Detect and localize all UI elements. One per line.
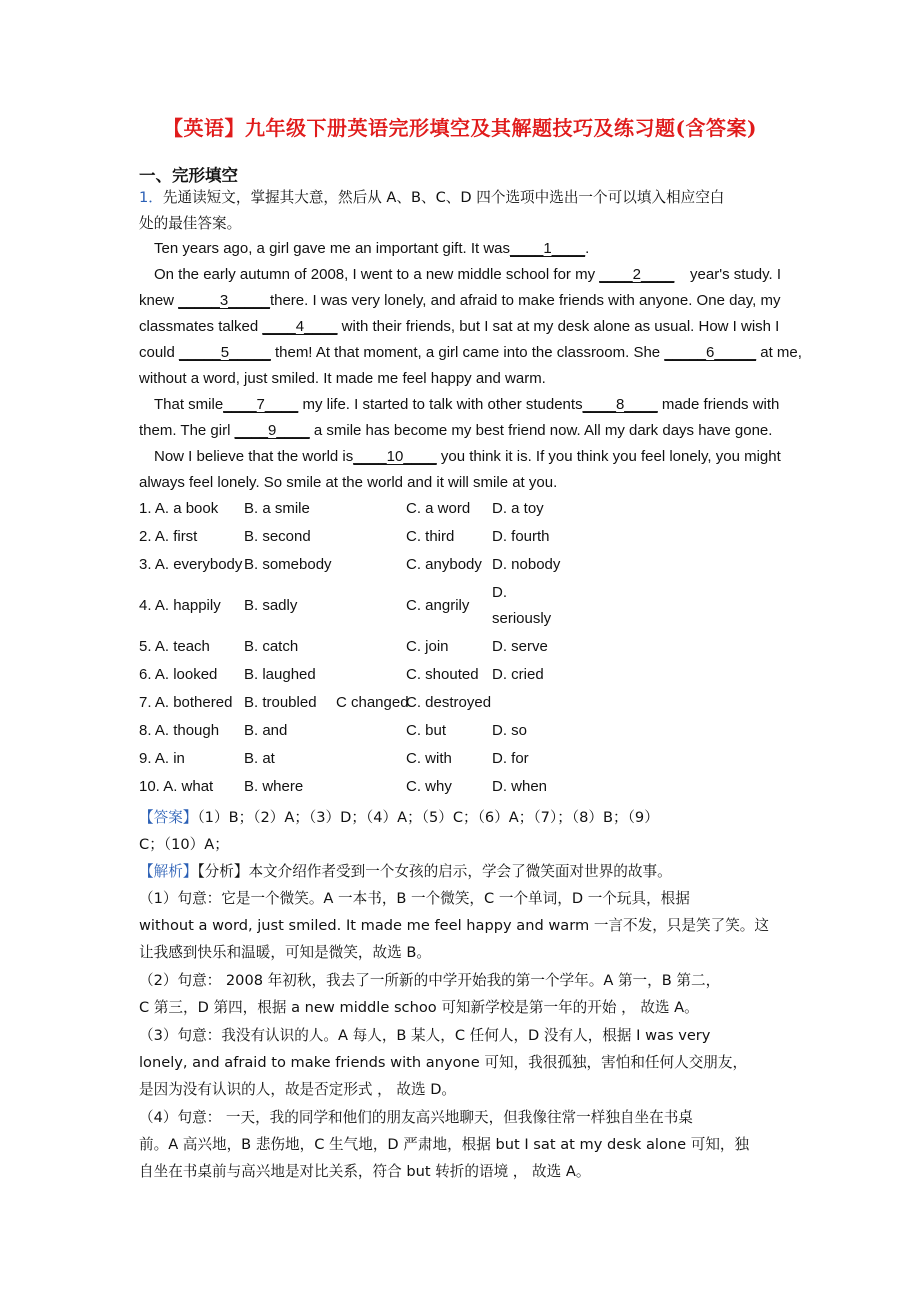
passage-line: them. The girl ____9____ a smile has become my best friend now. All my dark days have gone. [139, 422, 773, 439]
passage-line: without a word, just smiled. It made me feel happy and warm. [139, 370, 546, 387]
blank-3: _____3_____ [178, 292, 270, 309]
blank-8: ____8____ [582, 396, 658, 413]
analysis-line: without a word, just smiled. It made me feel happy and warm 一言不发，只是笑了笑。这 [139, 917, 769, 934]
analysis-line: 自坐在书桌前与高兴地是对比关系，符合 but 转折的语境 ， 故选 A。 [139, 1163, 591, 1180]
blank-4: ____4____ [262, 318, 338, 335]
option-5-b: B. catch [244, 638, 299, 655]
option-3-d: D. nobody [492, 556, 561, 573]
option-8-a: 8. A. though [139, 722, 220, 739]
option-2-a: 2. A. first [139, 528, 198, 545]
option-2-c: C. third [406, 528, 455, 545]
blank-9: ____9____ [234, 422, 310, 439]
option-6-a: 6. A. looked [139, 666, 218, 683]
analysis-line: （3）句意：我没有认识的人。A 每人，B 某人，C 任何人，D 没有人，根据 I was very [139, 1027, 711, 1044]
option-4-d: D. [492, 584, 507, 601]
analysis-line: （1）句意：它是一个微笑。A 一本书，B 一个微笑，C 一个单词，D 一个玩具，根据 [139, 890, 690, 907]
option-10-b: B. where [244, 778, 304, 795]
option-7-c: C. destroyed [406, 694, 492, 711]
option-4-a: 4. A. happily [139, 597, 221, 614]
passage-line: Ten years ago, a girl gave me an important gift. It was____1____. [154, 240, 590, 257]
option-8-c: C. but [406, 722, 447, 739]
option-2-b: B. second [244, 528, 311, 545]
option-4-b: B. sadly [244, 597, 298, 614]
option-5-c: C. join [406, 638, 449, 655]
analysis-line: 是因为没有认识的人，故是否定形式 ， 故选 D。 [139, 1081, 457, 1098]
analysis-tag: 【解析】 [139, 863, 198, 880]
option-6-b: B. laughed [244, 666, 316, 683]
section-heading: 一、完形填空 [139, 166, 238, 185]
blank-10: ____10____ [353, 448, 437, 465]
blank-1: ____1____ [510, 240, 586, 257]
passage-line: On the early autumn of 2008, I went to a new middle school for my ____2____ year's study. I [154, 266, 781, 283]
option-7-b: B. troubled [244, 694, 317, 711]
option-3-b: B. somebody [244, 556, 332, 573]
option-4-c: C. angrily [406, 597, 470, 614]
document-title: 【英语】九年级下册英语完形填空及其解题技巧及练习题(含答案) [163, 116, 757, 140]
blank-2: ____2____ [599, 266, 675, 283]
analysis-intro: 【解析】【分析】本文介绍作者受到一个女孩的启示，学会了微笑面对世界的故事。 [139, 863, 672, 880]
option-6-c: C. shouted [406, 666, 479, 683]
passage-line: knew _____3_____there. I was very lonely, and afraid to make friends with anyone. One day, my [139, 292, 781, 309]
analysis-line: 让我感到快乐和温暖，可知是微笑，故选 B。 [139, 944, 431, 961]
option-9-b: B. at [244, 750, 275, 767]
option-3-c: C. anybody [406, 556, 482, 573]
passage-line: That smile____7____ my life. I started to talk with other students____8____ made friends with [154, 396, 780, 413]
option-5-d: D. serve [492, 638, 548, 655]
option-9-a: 9. A. in [139, 750, 185, 767]
option-3-a: 3. A. everybody [139, 556, 243, 573]
option-2-d: D. fourth [492, 528, 550, 545]
option-10-d: D. when [492, 778, 548, 795]
option-9-c: C. with [406, 750, 452, 767]
option-6-d: D. cried [492, 666, 544, 683]
analysis-line: C 第三，D 第四，根据 a new middle schoo 可知新学校是第一年的开始 ， 故选 A。 [139, 999, 699, 1016]
option-5-a: 5. A. teach [139, 638, 210, 655]
analysis-line: （4）句意： 一天，我的同学和他们的朋友高兴地聊天，但我像往常一样独自坐在书桌 [139, 1109, 693, 1126]
passage-line: always feel lonely. So smile at the world and it will smile at you. [139, 474, 558, 491]
option-7-b-extra: C changed [336, 694, 409, 711]
option-7-a: 7. A. bothered [139, 694, 233, 711]
question-instruction: 1．先通读短文，掌握其大意，然后从 A、B、C、D 四个选项中选出一个可以填入相应空白 [139, 189, 725, 206]
question-instruction-cont: 处的最佳答案。 [139, 215, 242, 232]
option-1-d: D. a toy [492, 500, 544, 517]
blank-5: _____5_____ [179, 344, 271, 361]
blank-7: ____7____ [223, 396, 299, 413]
option-10-c: C. why [406, 778, 452, 795]
option-1-c: C. a word [406, 500, 471, 517]
answer-tag: 【答案】 [139, 809, 198, 826]
option-8-b: B. and [244, 722, 288, 739]
option-9-d: D. for [492, 750, 529, 767]
blank-6: _____6_____ [664, 344, 757, 361]
answer-line: C；（10）A； [139, 836, 229, 853]
analysis-line: 前。A 高兴地，B 悲伤地，C 生气地，D 严肃地，根据 but I sat at my desk alone 可知，独 [139, 1136, 750, 1153]
question-number: 1． [139, 189, 163, 206]
passage-line: classmates talked ____4____ with their friends, but I sat at my desk alone as usual. How I wish I [139, 318, 780, 335]
option-4-d-cont: seriously [492, 610, 552, 627]
analysis-line: （2）句意： 2008 年初秋，我去了一所新的中学开始我的第一个学年。A 第一，B 第二， [139, 972, 721, 989]
option-10-a: 10. A. what [139, 778, 214, 795]
option-1-b: B. a smile [244, 500, 310, 517]
option-1-a: 1. A. a book [139, 500, 219, 517]
passage-line: could _____5_____ them! At that moment, a girl came into the classroom. She _____6_____ at me, [139, 344, 802, 361]
answer-line: 【答案】（1）B；（2）A；（3）D；（4）A；（5）C；（6）A；（7）；（8）B；（9） [139, 809, 659, 826]
analysis-line: lonely, and afraid to make friends with anyone 可知，我很孤独，害怕和任何人交朋友， [139, 1054, 748, 1071]
option-8-d: D. so [492, 722, 528, 739]
passage-line: Now I believe that the world is____10____ you think it is. If you think you feel lonely, you might [154, 448, 781, 465]
